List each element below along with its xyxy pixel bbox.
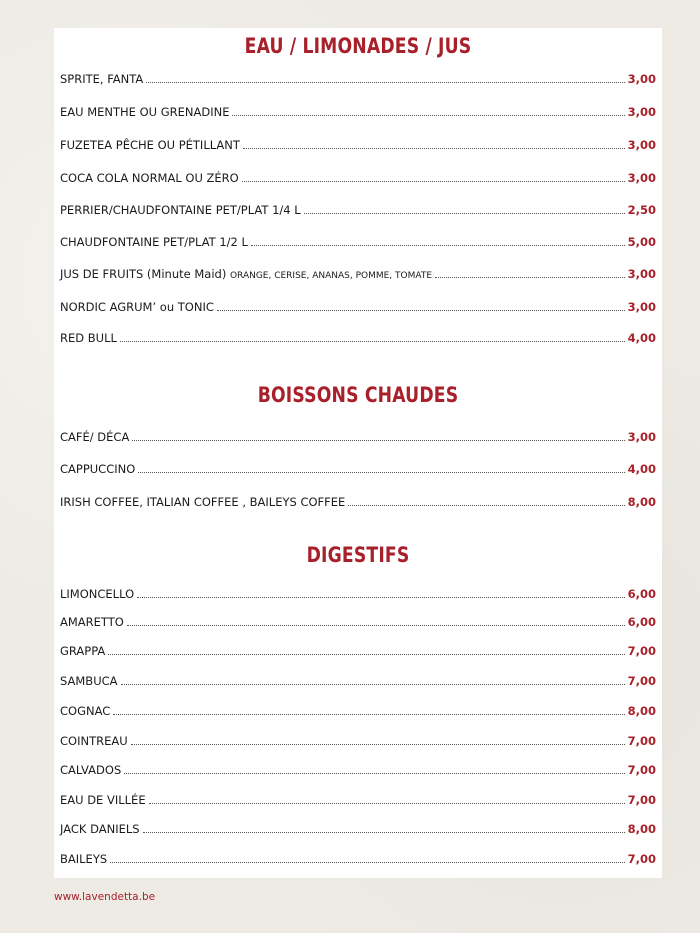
menu-item — [60, 670, 656, 688]
menu-item — [60, 296, 656, 314]
menu-item — [60, 231, 656, 249]
item-price: 3,00 — [627, 430, 656, 444]
item-price: 3,00 — [627, 105, 656, 119]
item-name: CAFÉ/ DÉCA — [60, 430, 130, 444]
dot-leader — [242, 180, 625, 182]
dot-leader — [113, 713, 624, 715]
dot-leader — [110, 861, 624, 863]
menu-item — [60, 789, 656, 807]
item-name: AMARETTO — [60, 615, 124, 629]
dot-leader — [435, 276, 625, 278]
menu-item — [60, 327, 656, 345]
item-name: GRAPPA — [60, 644, 106, 658]
section-title-boissons-chaudes: BOISSONS CHAUDES — [257, 383, 459, 407]
dot-leader — [304, 212, 625, 214]
item-name: NORDIC AGRUM’ ou TONIC — [60, 300, 214, 314]
dot-leader — [120, 340, 625, 342]
menu-item — [60, 759, 656, 777]
item-name: SPRITE, FANTA — [60, 72, 144, 86]
menu-item — [60, 818, 656, 836]
menu-card — [54, 28, 662, 878]
item-name: RED BULL — [60, 331, 117, 345]
item-note: ORANGE, CERISE, ANANAS, POMME, TOMATE — [229, 271, 433, 281]
item-price: 8,00 — [627, 704, 656, 718]
dot-leader — [131, 743, 625, 745]
menu-item — [60, 491, 656, 509]
dot-leader — [137, 596, 624, 598]
menu-item — [60, 700, 656, 718]
item-price: 7,00 — [627, 763, 656, 777]
dot-leader — [138, 471, 624, 473]
menu-item — [60, 848, 656, 866]
item-name: COGNAC — [60, 704, 111, 718]
menu-item — [60, 199, 656, 217]
item-name: FUZETEA PÊCHE OU PÉTILLANT — [60, 138, 240, 152]
item-price: 3,00 — [627, 267, 656, 281]
item-name: PERRIER/CHAUDFONTAINE PET/PLAT 1/4 L — [60, 203, 301, 217]
menu-item — [60, 730, 656, 748]
item-name: EAU MENTHE OU GRENADINE — [60, 105, 230, 119]
item-name: SAMBUCA — [60, 674, 118, 688]
item-name: COCA COLA NORMAL OU ZÉRO — [60, 171, 239, 185]
item-price: 7,00 — [627, 644, 656, 658]
item-price: 5,00 — [627, 235, 656, 249]
item-price: 8,00 — [627, 495, 656, 509]
dot-leader — [149, 802, 625, 804]
item-price: 6,00 — [627, 587, 656, 601]
menu-item — [60, 263, 656, 281]
item-name: COINTREAU — [60, 734, 128, 748]
item-price: 7,00 — [627, 852, 656, 866]
dot-leader — [146, 81, 624, 83]
item-price: 2,50 — [627, 203, 656, 217]
menu-item — [60, 134, 656, 152]
menu-item — [60, 426, 656, 444]
item-price: 7,00 — [627, 674, 656, 688]
item-price: 7,00 — [627, 734, 656, 748]
dot-leader — [251, 244, 625, 246]
item-name-main: JUS DE FRUITS (Minute Maid) — [60, 267, 227, 281]
item-price: 4,00 — [627, 331, 656, 345]
item-price: 7,00 — [627, 793, 656, 807]
menu-item — [60, 640, 656, 658]
item-name: CAPPUCCINO — [60, 462, 136, 476]
dot-leader — [243, 147, 625, 149]
section-title-eau-limonades-jus: EAU / LIMONADES / JUS — [244, 34, 472, 58]
website-link[interactable]: www.lavendetta.be — [54, 891, 156, 903]
item-name: JACK DANIELS — [60, 822, 140, 836]
dot-leader — [121, 683, 625, 685]
item-name: CALVADOS — [60, 763, 122, 777]
item-name: EAU DE VILLÉE — [60, 793, 146, 807]
dot-leader — [127, 624, 625, 626]
item-name — [60, 267, 432, 281]
item-price: 3,00 — [627, 171, 656, 185]
menu-item — [60, 167, 656, 185]
menu-item — [60, 101, 656, 119]
menu-item — [60, 458, 656, 476]
menu-item — [60, 68, 656, 86]
item-price: 8,00 — [627, 822, 656, 836]
item-name: CHAUDFONTAINE PET/PLAT 1/2 L — [60, 235, 248, 249]
dot-leader — [108, 653, 624, 655]
item-price: 3,00 — [627, 72, 656, 86]
dot-leader — [348, 504, 624, 506]
dot-leader — [132, 439, 624, 441]
item-price: 3,00 — [627, 300, 656, 314]
item-price: 6,00 — [627, 615, 656, 629]
section-title-digestifs: DIGESTIFS — [306, 543, 410, 567]
item-price: 4,00 — [627, 462, 656, 476]
menu-item — [60, 583, 656, 601]
menu-item — [60, 611, 656, 629]
item-price: 3,00 — [627, 138, 656, 152]
item-name: BAILEYS — [60, 852, 108, 866]
item-name: IRISH COFFEE, ITALIAN COFFEE , BAILEYS COFFEE — [60, 495, 346, 509]
dot-leader — [143, 831, 625, 833]
dot-leader — [232, 114, 624, 116]
item-name: LIMONCELLO — [60, 587, 135, 601]
dot-leader — [124, 772, 624, 774]
dot-leader — [217, 309, 625, 311]
